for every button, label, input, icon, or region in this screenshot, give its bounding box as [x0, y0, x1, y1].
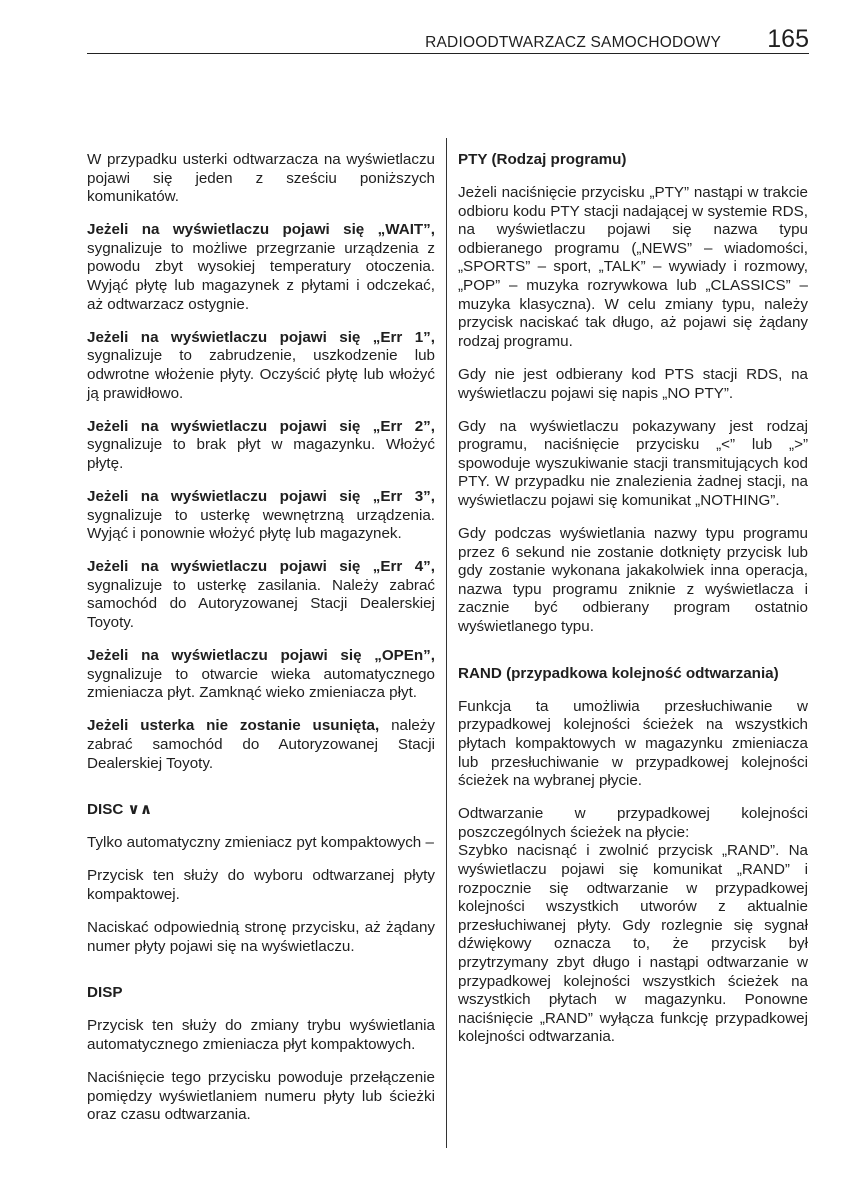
error-lead: Jeżeli na wyświetlaczu pojawi się „Err 3”, — [87, 487, 435, 505]
error-paragraph-err3 — [87, 488, 435, 544]
disc-paragraph-3: Naciskać odpowiednią stronę przycisku, aż żądany numer płyty pojawi się na wyświetlaczu. — [87, 919, 435, 955]
disc-paragraph-1: Tylko automatyczny zmieniacz pyt kompaktowych – — [87, 834, 434, 852]
error-paragraph-unresolved — [87, 717, 435, 773]
pty-heading: PTY (Rodzaj programu) — [458, 151, 627, 168]
error-text: sygnalizuje to zabrudzenie, uszkodzenie lub odwrotne włożenie płyty. Oczyścić płytę lub włożyć ją prawidłowo. — [87, 347, 435, 402]
rand-heading: RAND (przypadkowa kolejność odtwarzania) — [458, 664, 779, 682]
disp-paragraph-2: Naciśnięcie tego przycisku powoduje przełączenie pomiędzy wyświetlaniem numeru płyty lub ścieżki oraz czasu odtwarzania. — [87, 1068, 435, 1124]
error-lead: Jeżeli na wyświetlaczu pojawi się „OPEn”, — [87, 647, 435, 665]
header-rule — [87, 53, 809, 54]
pty-paragraph-2: Gdy nie jest odbierany kod PTS stacji RDS, na wyświetlaczu pojawi się napis „NO PTY”. — [458, 365, 808, 402]
pty-paragraph-4: Gdy podczas wyświetlania nazwy typu programu przez 6 sekund nie zostanie dotknięty przycisk lub gdy zostanie wykonana jakakolwiek inna operacja, nazwa typu programu zniknie z wyświetlacza i zacznie być odbierany program ostatnio wyświetlanego typu. — [458, 525, 808, 636]
error-text: należy zabrać samochód do Autoryzowanej Stacji Dealerskiej Toyoty. — [87, 717, 435, 772]
error-text: sygnalizuje to usterkę wewnętrzną urządzenia. Wyjąć i ponownie włożyć płytę lub magazynek. — [87, 506, 435, 543]
left-column — [87, 151, 435, 1139]
intro-paragraph: W przypadku usterki odtwarzacza na wyświetlaczu pojawi się jeden z sześciu poniższych komunikatów. — [87, 151, 435, 206]
disc-paragraph-2: Przycisk ten służy do wyboru odtwarzanej płyty kompaktowej. — [87, 867, 435, 903]
error-lead: Jeżeli usterka nie zostanie usunięta, — [87, 717, 380, 735]
error-lead: Jeżeli na wyświetlaczu pojawi się „Err 4”, — [87, 558, 435, 576]
right-column — [458, 151, 808, 1061]
error-text: sygnalizuje to brak płyt w magazynku. Włożyć płytę. — [87, 436, 435, 472]
error-lead: Jeżeli na wyświetlaczu pojawi się „Err 1”, — [87, 328, 435, 346]
disp-heading: DISP — [87, 984, 123, 1002]
error-paragraph-wait — [87, 221, 435, 314]
rand-paragraph-2 — [458, 805, 808, 1047]
rand-paragraph-2-body: Szybko nacisnąć i zwolnić przycisk „RAND”. Na wyświetlaczu pojawi się komunikat „RAND” i rozpocznie się odtwarzanie w przypadkowej kolejności wszystkich utworów z aktualnie przesłuchiwanej płyty. Gdy rozlegnie się sygnał dźwiękowy oznacza to, że przycisk był przytrzymany zbyt długo i nastąpi odtwarzanie w przypadkowej kolejności wszystkich ścieżek na wszystkich płytach w magazynku. Ponowne naciśnięcie „RAND” wyłącza funkcję przypadkowej kolejności odtwarzania. — [458, 842, 808, 1046]
rand-paragraph-1: Funkcja ta umożliwia przesłuchiwanie w przypadkowej kolejności ścieżek na wszystkich płytach kompaktowych w magazynku zmieniacza lub przesłuchiwanie w przypadkowej kolejności ścieżek na wybranej płycie. — [458, 697, 808, 790]
error-paragraph-err4 — [87, 558, 435, 632]
page-header — [87, 22, 809, 54]
running-title: RADIOODTWARZACZ SAMOCHODOWY — [425, 34, 721, 51]
error-paragraph-open — [87, 647, 435, 703]
error-paragraph-err1 — [87, 329, 435, 403]
disc-heading: DISC ∨∧ — [87, 801, 153, 819]
error-text: sygnalizuje to otwarcie wieka automatycznego zmieniacza płyt. Zamknąć wieko zmieniacza płyt. — [87, 665, 435, 702]
error-lead: Jeżeli na wyświetlaczu pojawi się „WAIT”, — [87, 221, 435, 239]
rand-paragraph-2-intro: Odtwarzanie w przypadkowej kolejności poszczególnych ścieżek na płycie: — [458, 805, 808, 841]
pty-paragraph-1: Jeżeli naciśnięcie przycisku „PTY” nastąpi w trakcie odbioru kodu PTY stacji nadającej w systemie RDS, na wyświetlaczu pojawi się nazwa typu odbieranego programu („NEWS” – wiadomości, „SPORTS” – sport, „TALK” – wywiady i rozmowy, „POP” – muzyka rozrywkowa lub „CLASSICS” – muzyka klasyczna). W celu zmiany typu, należy przycisk naciskać tak długo, aż pojawi się żądany rodzaj programu. — [458, 184, 808, 350]
pty-paragraph-3: Gdy na wyświetlaczu pokazywany jest rodzaj programu, naciśnięcie przycisku „<” lub „>” spowoduje wyszukiwanie stacji transmitujących kod PTY. W przypadku nie znalezienia żadnej stacji, na wyświetlaczu pojawi się komunikat „NOTHING”. — [458, 417, 808, 509]
error-paragraph-err2 — [87, 418, 435, 474]
page-number: 165 — [767, 25, 809, 53]
error-text: sygnalizuje to możliwe przegrzanie urządzenia z powodu zbyt wysokiej temperatury otoczenia. Wyjąć płytę lub magazynek z płytami i odczekać, aż odtwarzacz ostygnie. — [87, 239, 435, 313]
error-text: sygnalizuje to usterkę zasilania. Należy zabrać samochód do Autoryzowanej Stacji Dealerskiej Toyoty. — [87, 576, 435, 631]
disp-paragraph-1: Przycisk ten służy do zmiany trybu wyświetlania automatycznego zmieniacza płyt kompaktowych. — [87, 1017, 435, 1053]
error-lead: Jeżeli na wyświetlaczu pojawi się „Err 2”, — [87, 417, 435, 435]
column-divider — [446, 138, 447, 1148]
